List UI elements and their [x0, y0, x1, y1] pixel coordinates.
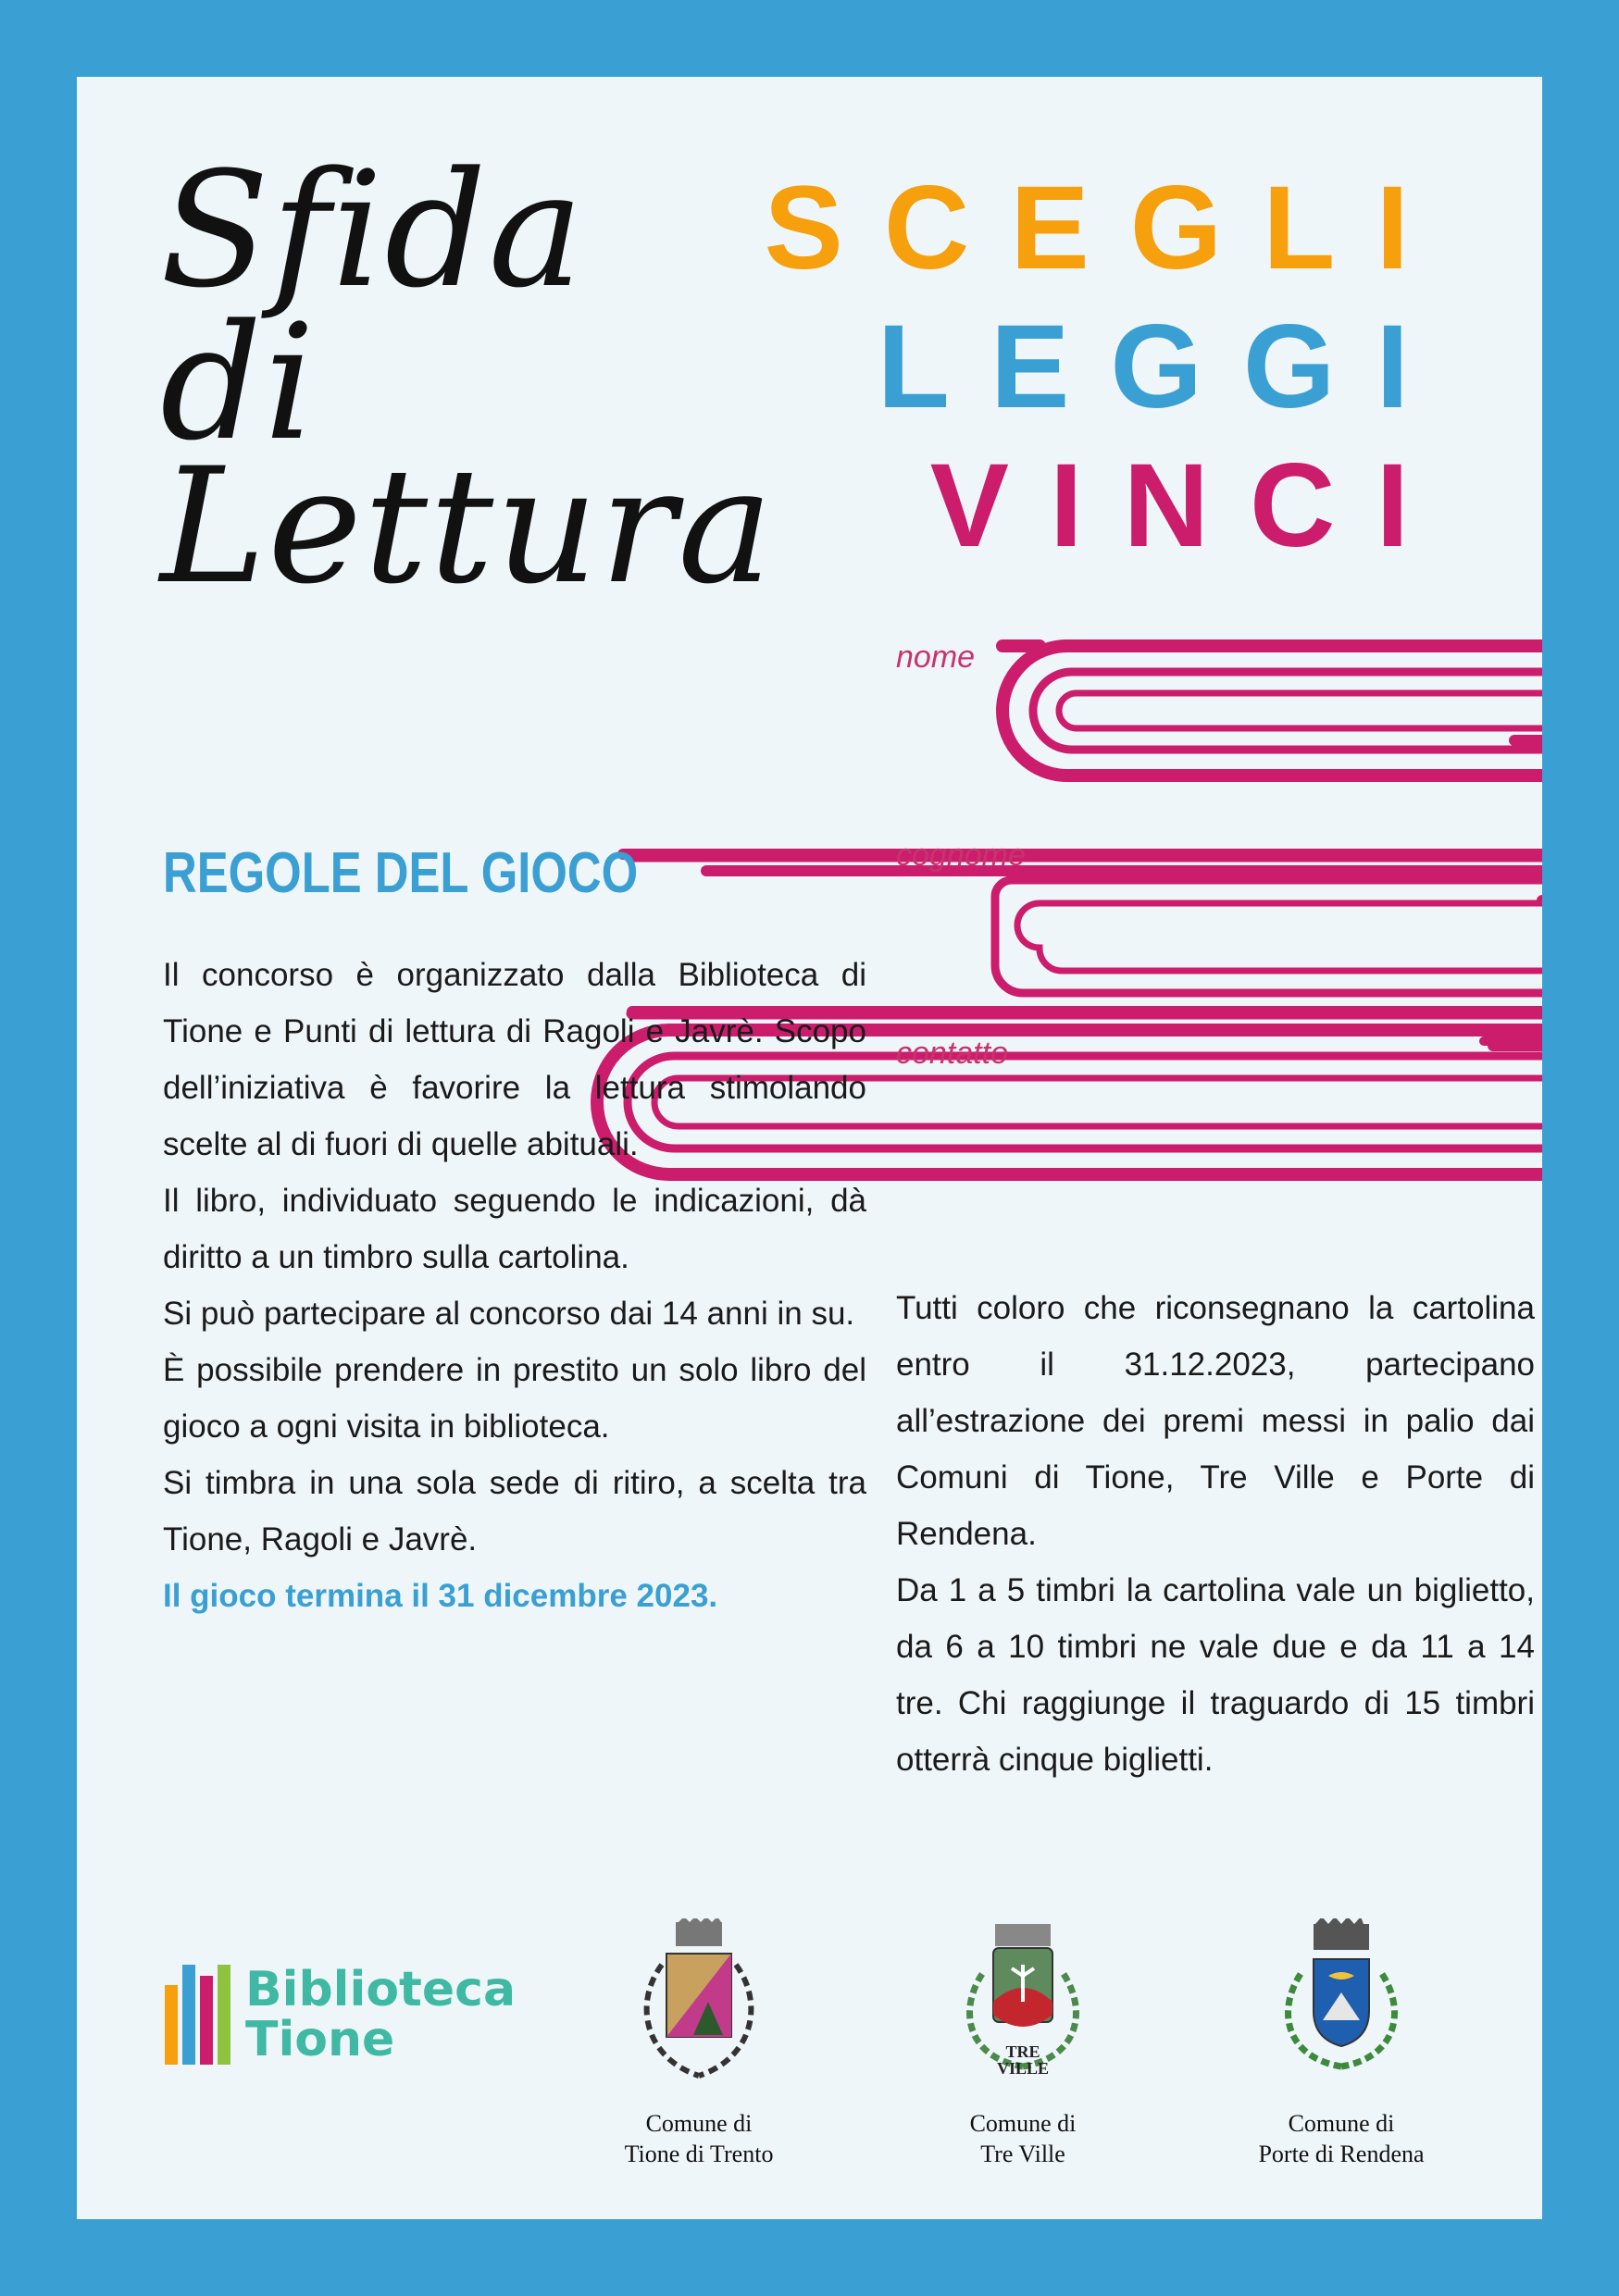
rules-paragraph: Si può partecipare al concorso dai 14 anni in su. [163, 1296, 855, 1332]
tre-ville-crest-text-1: TRE [1005, 2042, 1040, 2061]
tre-ville-caption-line1: Comune di [969, 2110, 1077, 2137]
tre-ville-caption-line2: Tre Ville [980, 2141, 1065, 2167]
emblem-porte-di-rendena [1221, 1918, 1462, 2169]
prizes-text [896, 1280, 1535, 1788]
porte-di-rendena-crest-icon [1267, 1918, 1415, 2104]
rules-closing: Il gioco termina il 31 dicembre 2023. [163, 1578, 718, 1614]
biblioteca-tione-logo [165, 1962, 517, 2067]
tione-caption-line2: Tione di Trento [624, 2141, 774, 2167]
emblem-tre-ville [903, 1918, 1143, 2169]
field-label-contatto: contatto [896, 1036, 1008, 1071]
rules-heading: REGOLE DEL GIOCO [163, 841, 639, 905]
tre-ville-crest-icon [949, 1918, 1097, 2104]
title-line-3: Lettura [160, 433, 775, 619]
field-label-nome: nome [896, 639, 976, 675]
rules-paragraph: Il libro, individuato seguendo le indicazioni, dà diritto a un timbro sulla cartolina. [163, 1183, 866, 1275]
slogan-vinci: VINCI [929, 440, 1450, 572]
library-logo-line2: Tione [245, 2012, 395, 2067]
rules-text [163, 947, 866, 1624]
porte-di-rendena-caption-line1: Comune di [1288, 2110, 1395, 2137]
prizes-paragraph: Tutti coloro che riconsegnano la cartolina entro il 31.12.2023, partecipano all’estrazione dei premi messi in palio dai Comuni di Tione, Tre Ville e Porte di Rendena. [896, 1290, 1535, 1552]
slogan-scegli: SCEGLI [764, 162, 1450, 294]
rules-paragraph: Il concorso è organizzato dalla Biblioteca di Tione e Punti di lettura di Ragoli e Javrè. Scopo dell’iniziativa è favorire la lettura stimolando scelte al di fuori di quelle abituali. [163, 957, 866, 1162]
field-label-cognome: cognome [896, 838, 1026, 873]
porte-di-rendena-caption-line2: Porte di Rendena [1258, 2141, 1425, 2167]
book-bars-icon [165, 1965, 230, 2065]
title-line-1: Sfida [160, 137, 586, 323]
library-logo-line1: Biblioteca [245, 1962, 517, 2017]
rules-paragraph: È possibile prendere in prestito un solo libro del gioco a ogni visita in biblioteca. [163, 1352, 866, 1445]
rules-paragraph: Si timbra in una sola sede di ritiro, a scelta tra Tione, Ragoli e Javrè. [163, 1465, 866, 1558]
poster-card [77, 77, 1542, 2219]
tione-crest-icon [625, 1918, 773, 2104]
emblem-tione [579, 1918, 819, 2169]
prizes-paragraph: Da 1 a 5 timbri la cartolina vale un biglietto, da 6 a 10 timbri ne vale due e da 11 a 14 tre. Chi raggiunge il traguardo di 15 timbri otterrà cinque biglietti. [896, 1572, 1535, 1778]
slogan-leggi: LEGGI [877, 301, 1450, 433]
title-line-2: di [160, 290, 318, 476]
tione-caption-line1: Comune di [645, 2110, 753, 2137]
tre-ville-crest-text-2: VILLE [996, 2059, 1050, 2078]
